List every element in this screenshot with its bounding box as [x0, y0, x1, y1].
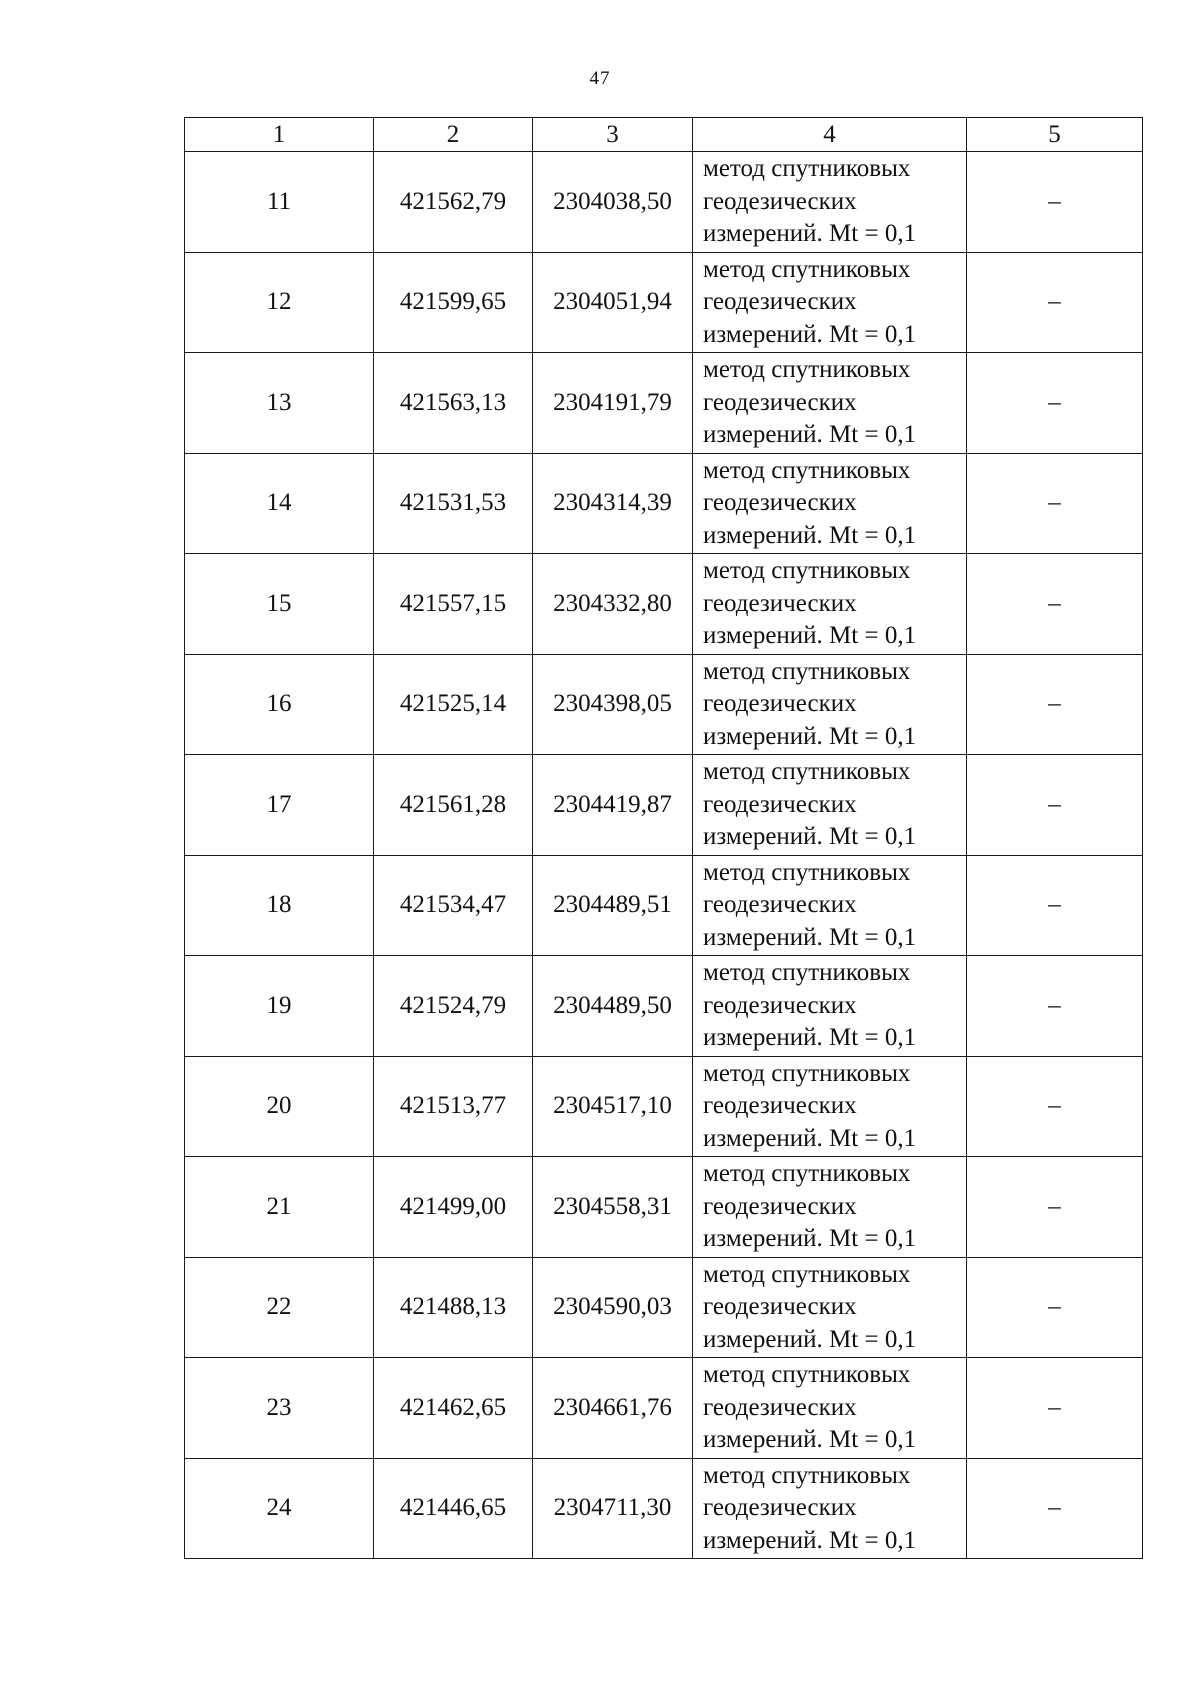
- x-coordinate-cell: 421557,15: [374, 554, 533, 655]
- x-coordinate-cell: 421562,79: [374, 152, 533, 253]
- note-cell: –: [967, 1458, 1143, 1559]
- point-number-cell: 18: [185, 855, 374, 956]
- note-cell: –: [967, 1056, 1143, 1157]
- point-number-cell: 16: [185, 654, 374, 755]
- point-number-cell: 20: [185, 1056, 374, 1157]
- table-row: [185, 152, 1143, 253]
- y-coordinate-cell: 2304038,50: [533, 152, 693, 253]
- table-row: [185, 1358, 1143, 1459]
- point-number-cell: 19: [185, 956, 374, 1057]
- note-cell: –: [967, 654, 1143, 755]
- method-cell: метод спутниковых геодезических измерений. Mt = 0,1: [693, 1056, 967, 1157]
- table-row: [185, 252, 1143, 353]
- note-cell: –: [967, 252, 1143, 353]
- point-number-cell: 17: [185, 755, 374, 856]
- header-col-3: 3: [533, 118, 693, 152]
- table-row: [185, 453, 1143, 554]
- note-cell: –: [967, 1257, 1143, 1358]
- note-cell: –: [967, 1157, 1143, 1258]
- x-coordinate-cell: 421524,79: [374, 956, 533, 1057]
- x-coordinate-cell: 421563,13: [374, 353, 533, 454]
- point-number-cell: 21: [185, 1157, 374, 1258]
- note-cell: –: [967, 755, 1143, 856]
- header-col-5: 5: [967, 118, 1143, 152]
- x-coordinate-cell: 421599,65: [374, 252, 533, 353]
- header-col-2: 2: [374, 118, 533, 152]
- header-row: [185, 118, 1143, 152]
- coordinates-table: [184, 117, 1143, 1559]
- note-cell: –: [967, 855, 1143, 956]
- table-row: [185, 956, 1143, 1057]
- method-cell: метод спутниковых геодезических измерений. Mt = 0,1: [693, 1257, 967, 1358]
- table-row: [185, 353, 1143, 454]
- method-cell: метод спутниковых геодезических измерений. Mt = 0,1: [693, 453, 967, 554]
- table-row: [185, 1056, 1143, 1157]
- y-coordinate-cell: 2304711,30: [533, 1458, 693, 1559]
- note-cell: –: [967, 554, 1143, 655]
- x-coordinate-cell: 421513,77: [374, 1056, 533, 1157]
- table-row: [185, 654, 1143, 755]
- y-coordinate-cell: 2304419,87: [533, 755, 693, 856]
- table-row: [185, 855, 1143, 956]
- table-row: [185, 1458, 1143, 1559]
- note-cell: –: [967, 353, 1143, 454]
- table-body: [185, 152, 1143, 1559]
- x-coordinate-cell: 421462,65: [374, 1358, 533, 1459]
- point-number-cell: 22: [185, 1257, 374, 1358]
- point-number-cell: 11: [185, 152, 374, 253]
- x-coordinate-cell: 421531,53: [374, 453, 533, 554]
- table-row: [185, 554, 1143, 655]
- method-cell: метод спутниковых геодезических измерений. Mt = 0,1: [693, 1358, 967, 1459]
- method-cell: метод спутниковых геодезических измерений. Mt = 0,1: [693, 956, 967, 1057]
- note-cell: –: [967, 1358, 1143, 1459]
- table-header: [185, 118, 1143, 152]
- point-number-cell: 14: [185, 453, 374, 554]
- method-cell: метод спутниковых геодезических измерений. Mt = 0,1: [693, 654, 967, 755]
- x-coordinate-cell: 421499,00: [374, 1157, 533, 1258]
- point-number-cell: 23: [185, 1358, 374, 1459]
- y-coordinate-cell: 2304191,79: [533, 353, 693, 454]
- x-coordinate-cell: 421446,65: [374, 1458, 533, 1559]
- x-coordinate-cell: 421525,14: [374, 654, 533, 755]
- method-cell: метод спутниковых геодезических измерений. Mt = 0,1: [693, 1157, 967, 1258]
- method-cell: метод спутниковых геодезических измерений. Mt = 0,1: [693, 252, 967, 353]
- point-number-cell: 12: [185, 252, 374, 353]
- x-coordinate-cell: 421534,47: [374, 855, 533, 956]
- page-number: 47: [589, 68, 611, 89]
- y-coordinate-cell: 2304489,51: [533, 855, 693, 956]
- header-col-4: 4: [693, 118, 967, 152]
- note-cell: –: [967, 956, 1143, 1057]
- y-coordinate-cell: 2304332,80: [533, 554, 693, 655]
- point-number-cell: 13: [185, 353, 374, 454]
- method-cell: метод спутниковых геодезических измерений. Mt = 0,1: [693, 755, 967, 856]
- note-cell: –: [967, 453, 1143, 554]
- method-cell: метод спутниковых геодезических измерений. Mt = 0,1: [693, 152, 967, 253]
- x-coordinate-cell: 421561,28: [374, 755, 533, 856]
- y-coordinate-cell: 2304314,39: [533, 453, 693, 554]
- table-row: [185, 1257, 1143, 1358]
- y-coordinate-cell: 2304489,50: [533, 956, 693, 1057]
- method-cell: метод спутниковых геодезических измерений. Mt = 0,1: [693, 353, 967, 454]
- point-number-cell: 15: [185, 554, 374, 655]
- note-cell: –: [967, 152, 1143, 253]
- method-cell: метод спутниковых геодезических измерений. Mt = 0,1: [693, 855, 967, 956]
- y-coordinate-cell: 2304517,10: [533, 1056, 693, 1157]
- x-coordinate-cell: 421488,13: [374, 1257, 533, 1358]
- point-number-cell: 24: [185, 1458, 374, 1559]
- table-row: [185, 1157, 1143, 1258]
- method-cell: метод спутниковых геодезических измерений. Mt = 0,1: [693, 554, 967, 655]
- y-coordinate-cell: 2304558,31: [533, 1157, 693, 1258]
- y-coordinate-cell: 2304051,94: [533, 252, 693, 353]
- y-coordinate-cell: 2304590,03: [533, 1257, 693, 1358]
- y-coordinate-cell: 2304661,76: [533, 1358, 693, 1459]
- table-row: [185, 755, 1143, 856]
- y-coordinate-cell: 2304398,05: [533, 654, 693, 755]
- header-col-1: 1: [185, 118, 374, 152]
- method-cell: метод спутниковых геодезических измерений. Mt = 0,1: [693, 1458, 967, 1559]
